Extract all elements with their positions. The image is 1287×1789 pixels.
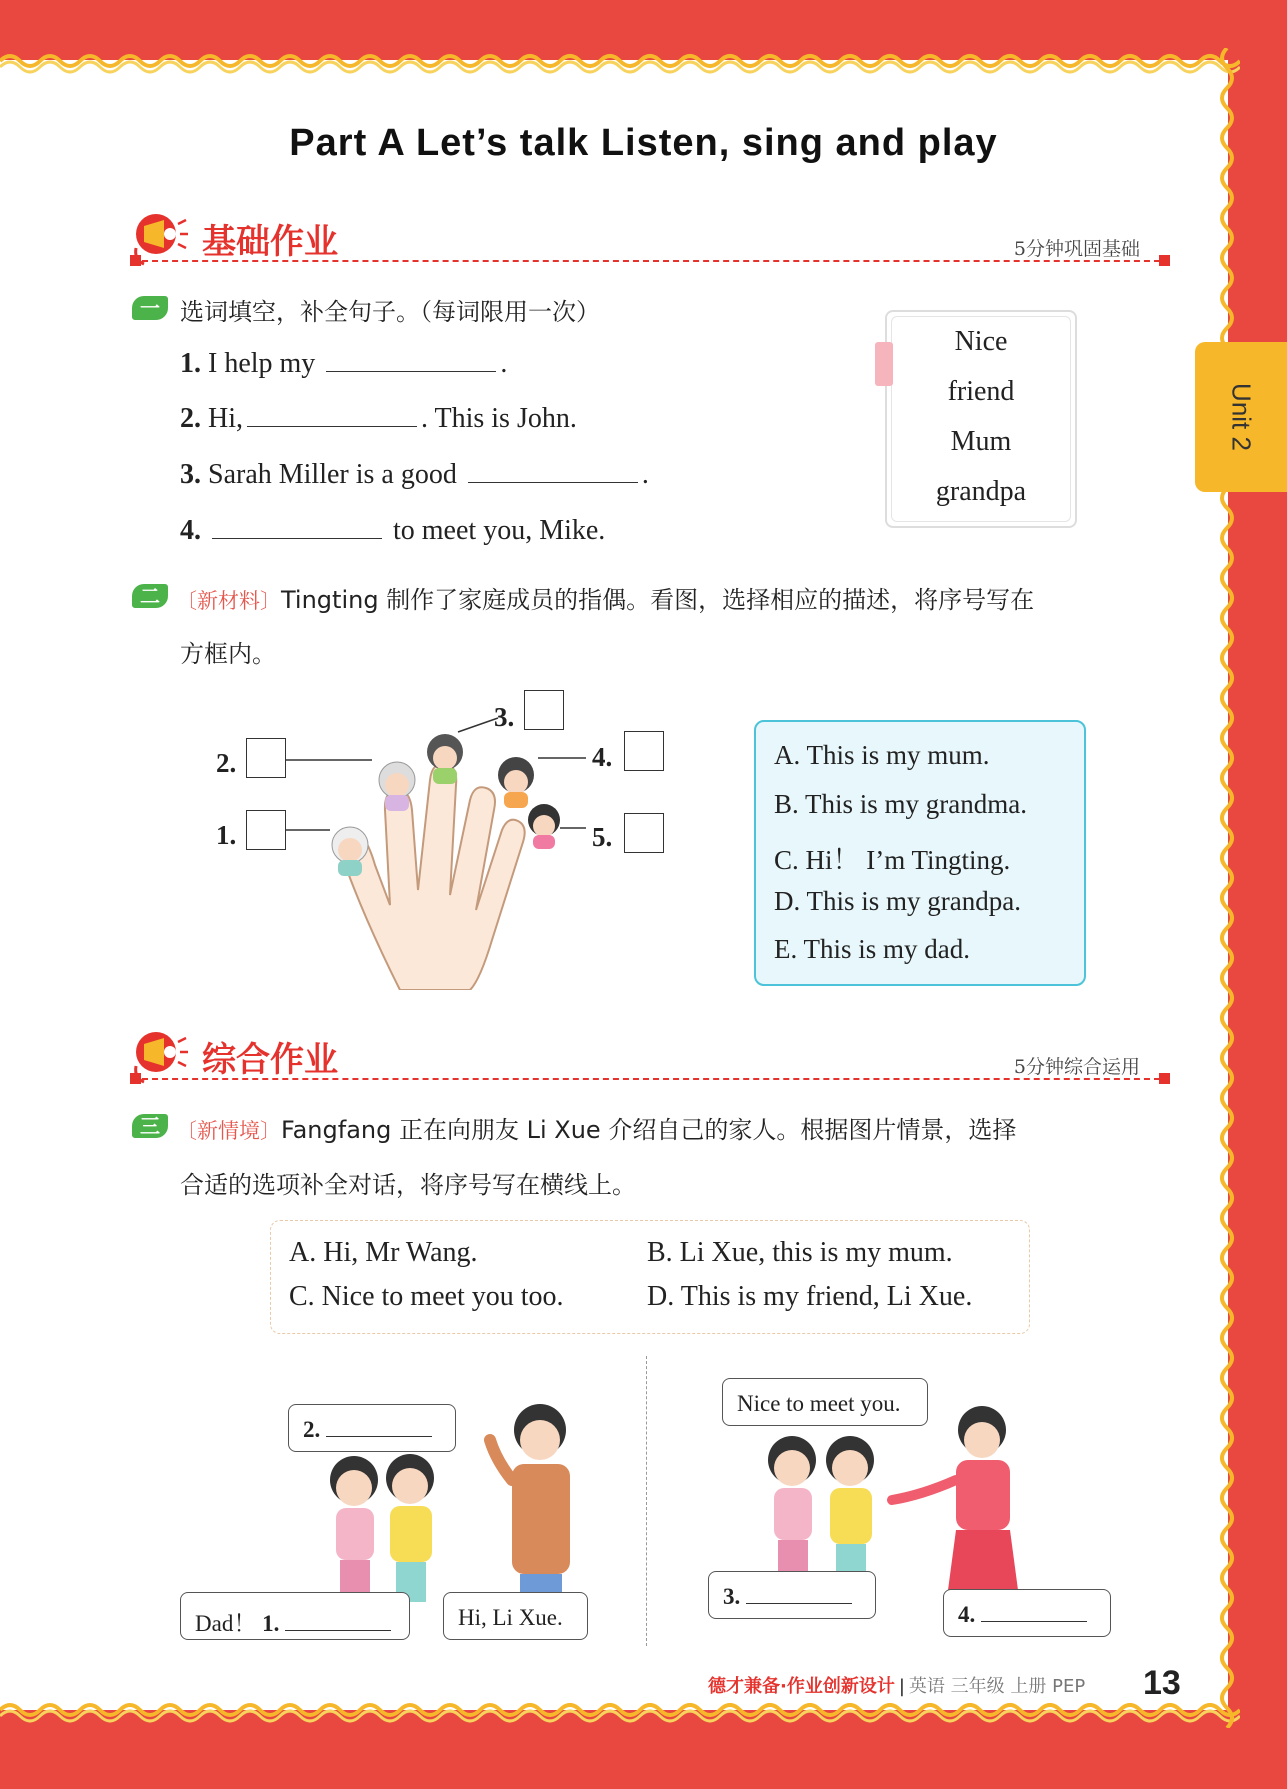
item-number: 4. [180,515,201,546]
option-a: A. Hi, Mr Wang. [289,1237,478,1268]
answer-box-3[interactable] [524,690,564,730]
divider [132,260,1170,262]
speech-bubble-4 [943,1589,1111,1637]
divider-end-left [130,255,141,266]
question-number-badge: 三 [132,1114,168,1138]
option-c: C. Nice to meet you too. [289,1281,564,1312]
speech-bubble-2 [288,1404,456,1452]
q3-instruction-line1 [176,1110,1016,1145]
speech-bubble-nice [722,1378,928,1426]
wavy-border-top [0,48,1240,74]
page-number: 13 [1143,1664,1181,1702]
puppet-label-4: 4. [592,742,613,772]
section-header-comprehensive [130,1026,1170,1086]
item-text: I help my [208,348,316,379]
word-option: grandpa [935,476,1027,507]
divider-end-left [130,1073,141,1084]
answer-blank[interactable] [981,1603,1087,1622]
divider-end-right [1159,1073,1170,1084]
item-number: 3. [180,459,201,490]
answer-blank[interactable] [247,404,417,427]
footer-book-info: 英语 三年级 上册 PEP [908,1676,1086,1697]
word-option: Mum [950,426,1012,457]
option-e: E. This is my dad. [774,934,971,964]
option-a: A. This is my mum. [774,740,990,770]
word-option: Nice [954,326,1008,357]
scene-divider [646,1356,647,1646]
answer-blank[interactable] [285,1612,391,1631]
section-header-basic [130,208,1170,268]
answer-blank[interactable] [212,516,382,539]
q1-item-1 [180,348,507,380]
question-number-badge: 二 [132,584,168,608]
word-bank [885,310,1077,528]
puppet-label-3: 3. [494,702,515,732]
q3-options-box [270,1220,1030,1334]
item-number: 2. [180,403,201,434]
option-c: C. Hi！ I’m Tingting. [774,845,1011,875]
q2-options-box [754,720,1086,986]
item-text-after: . [641,459,649,490]
answer-blank[interactable] [326,1418,432,1437]
item-text: Hi, [208,403,243,434]
item-text-after: to meet you, Mike. [393,515,606,546]
q2-instruction-line2: 方框内。 [180,640,276,668]
puppet-label-5: 5. [592,822,613,852]
tag: 〔新材料〕 [176,589,281,613]
puppet-label-2: 2. [216,748,237,778]
footer-separator: | [898,1676,905,1697]
q3-instruction-text: Fangfang 正在向朋友 Li Xue 介绍自己的家人。根据图片情景，选择 [281,1116,1017,1144]
item-text-after: . This is John. [421,403,577,434]
footer-brand: 德才兼备·作业创新设计 [708,1676,895,1697]
bubble-number: 3. [723,1584,741,1609]
speech-bubble-1 [180,1592,410,1640]
bubble-text: Nice to meet you. [737,1391,901,1416]
finger-puppets-illustration [280,690,613,990]
wavy-border-bottom [0,1700,1240,1726]
q1-item-4 [180,515,605,547]
bubble-number: 1. [262,1611,280,1636]
q1-item-2 [180,403,577,435]
q3-instruction-line2: 合适的选项补全对话，将序号写在横线上。 [180,1171,636,1199]
answer-box-2[interactable] [246,738,286,778]
speech-bubble-hi [443,1592,588,1640]
option-d: D. This is my friend, Li Xue. [647,1281,973,1312]
bubble-text: Dad！ [195,1611,257,1636]
q2-instruction-line1 [176,580,1034,615]
q2-instruction-text: Tingting 制作了家庭成员的指偶。看图，选择相应的描述，将序号写在 [281,586,1035,614]
divider-end-right [1159,255,1170,266]
unit-tab-label: Unit 2 [1226,383,1257,451]
section-label: 综合作业 [202,1040,338,1080]
bubble-number: 2. [303,1417,321,1442]
page-title: Part A Let’s talk Listen, sing and play [289,122,998,164]
bubble-text: Hi, Li Xue. [458,1605,563,1630]
option-b: B. This is my grandma. [774,789,1027,819]
item-text: Sarah Miller is a good [208,459,457,490]
puppet-label-1: 1. [216,820,237,850]
answer-blank[interactable] [746,1585,852,1604]
answer-box-1[interactable] [246,810,286,850]
option-b: B. Li Xue, this is my mum. [647,1237,953,1268]
divider [132,1078,1170,1080]
answer-box-5[interactable] [624,813,664,853]
item-text-after: . [500,348,508,379]
answer-blank[interactable] [326,349,496,372]
q1-instruction: 选词填空，补全句子。（每词限用一次） [180,298,600,326]
answer-blank[interactable] [468,460,638,483]
footer [708,1672,1085,1698]
answer-box-4[interactable] [624,731,664,771]
question-number-badge: 一 [132,296,168,320]
option-d: D. This is my grandpa. [774,886,1021,916]
wavy-border-right [1212,48,1242,1728]
item-number: 1. [180,348,201,379]
section-label: 基础作业 [202,222,338,262]
bubble-number: 4. [958,1602,976,1627]
q1-item-3 [180,459,649,491]
unit-tab [1195,342,1287,492]
scene-right-illustration [742,1400,1042,1600]
section-subtitle: 5分钟巩固基础 [1013,238,1140,260]
speech-bubble-3 [708,1571,876,1619]
section-subtitle: 5分钟综合运用 [1013,1056,1140,1078]
word-option: friend [947,376,1015,407]
tag: 〔新情境〕 [176,1119,281,1143]
